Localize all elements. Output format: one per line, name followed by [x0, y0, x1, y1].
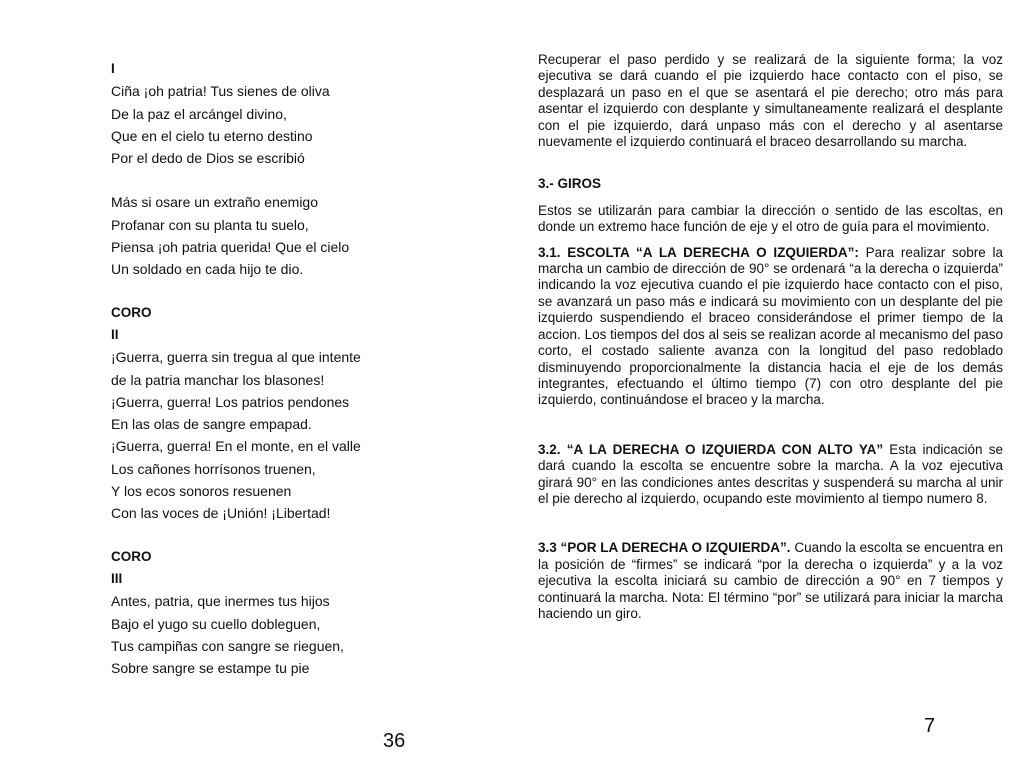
stanza-numeral-iii: III — [111, 570, 123, 586]
anthem-line: Un soldado en cada hijo te dio. — [111, 261, 304, 278]
item-3-3-text: Cuando la escolta se encuentra en la posición de “firmes” se indicará “por la derecha o izquierda” y a la voz ejecutiva la escolta iniciará su cambio de dirección a 90° en 7 tiempos y continuará la marcha. Nota: El término “por” se utilizará para iniciar la marcha haciendo un giro. — [538, 540, 1003, 621]
anthem-line: Más si osare un extraño enemigo — [111, 194, 318, 211]
anthem-line: Bajo el yugo su cuello dobleguen, — [111, 615, 321, 632]
anthem-line: Y los ecos sonoros resuenen — [111, 483, 292, 500]
anthem-line: ¡Guerra, guerra! En el monte, en el valle — [111, 438, 361, 455]
coro-heading: CORO — [111, 304, 152, 320]
item-3-1-paragraph — [538, 245, 1003, 409]
anthem-line: Ciña ¡oh patria! Tus sienes de oliva — [111, 83, 330, 100]
coro-heading: CORO — [111, 548, 152, 564]
item-3-3-title: 3.3 “POR LA DERECHA O IZQUIERDA”. — [538, 540, 791, 556]
anthem-line: De la paz el arcángel divino, — [111, 105, 287, 122]
item-3-1-title: 3.1. ESCOLTA “A LA DERECHA O IZQUIERDA”: — [538, 244, 859, 260]
item-3-2-paragraph — [538, 442, 1003, 508]
anthem-line: de la patria manchar los blasones! — [111, 371, 325, 388]
stanza-spacer — [111, 525, 511, 546]
item-3-2-text: Esta indicación se dará cuando la escolta se encuentre sobre la marcha. A la voz ejecutiva girará 90° en las condiciones antes descritas y suspenderá su marcha al unir el pie derecho al izquierdo, ocupando este movimiento al tiempo numero 8. — [538, 441, 1003, 506]
item-3-2-title: 3.2. “A LA DERECHA O IZQUIERDA CON ALTO YA” — [538, 441, 884, 457]
anthem-line: Antes, patria, que inermes tus hijos — [111, 593, 330, 610]
anthem-line: Tus campiñas con sangre se rieguen, — [111, 637, 344, 654]
page-number-left: 36 — [383, 730, 406, 752]
anthem-line: Los cañones horrísonos truenen, — [111, 460, 316, 477]
anthem-line: ¡Guerra, guerra sin tregua al que intente — [111, 349, 361, 366]
section-heading-giros: 3.- GIROS — [538, 176, 602, 192]
stanza-numeral-ii: II — [111, 326, 119, 342]
anthem-line: Con las voces de ¡Unión! ¡Libertad! — [111, 505, 331, 522]
page-number-right: 7 — [924, 715, 936, 737]
anthem-line: Por el dedo de Dios se escribió — [111, 150, 305, 167]
item-3-1-text: Para realizar sobre la marcha un cambio de dirección de 90° se ordenará “a la derecha o izquierda” indicando la voz ejecutiva cuando el pie izquierdo hace contacto con el piso, se avanzará un paso más e indicará su movimiento con un desplante del pie izquierdo suspendiendo el braceo considerándose el primer tiempo de la accion. Los tiempos del dos al seis se realizan acorde al mecanismo del paso corto, el costado saliente avanza con la longitud del paso redoblado disminuyendo proporcionalmente la distancia hacia el eje de los demás integrantes, efectuando el último tiempo (7) con otro desplante del pie izquierdo, continuándose el braceo y la marcha. — [538, 244, 1004, 408]
anthem-line: Profanar con su planta tu suelo, — [111, 216, 309, 233]
stanza-spacer — [111, 169, 511, 191]
anthem-line: En las olas de sangre empapad. — [111, 416, 312, 433]
stanza-numeral-i: I — [111, 61, 115, 76]
anthem-line: Sobre sangre se estampe tu pie — [111, 660, 310, 677]
stanza-spacer — [111, 281, 511, 302]
left-page-anthem — [111, 58, 511, 679]
intro-paragraph: Recuperar el paso perdido y se realizará de la siguiente forma; la voz ejecutiva se dará cuando el pie izquierdo hace contacto con el piso, se desplazará un paso en el que se asentará el pie derecho; otro más para asentar el izquierdo con desplante y simultaneamente realizará el desplante con el pie izquierdo, dará unpaso más con el derecho y al asentarse nuevamente el izquierdo continuará el braceo desarrollando su marcha. — [538, 52, 1003, 150]
giros-intro-paragraph: Estos se utilizarán para cambiar la dirección o sentido de las escoltas, en donde un extremo hace función de eje y el otro de guía para el movimiento. — [538, 202, 1003, 235]
anthem-line: ¡Guerra, guerra! Los patrios pendones — [111, 393, 350, 410]
anthem-line: Que en el cielo tu eterno destino — [111, 127, 313, 144]
item-3-3-paragraph — [538, 540, 1003, 622]
anthem-line: Piensa ¡oh patria querida! Que el cielo — [111, 239, 350, 256]
right-page-giros — [538, 52, 1003, 622]
